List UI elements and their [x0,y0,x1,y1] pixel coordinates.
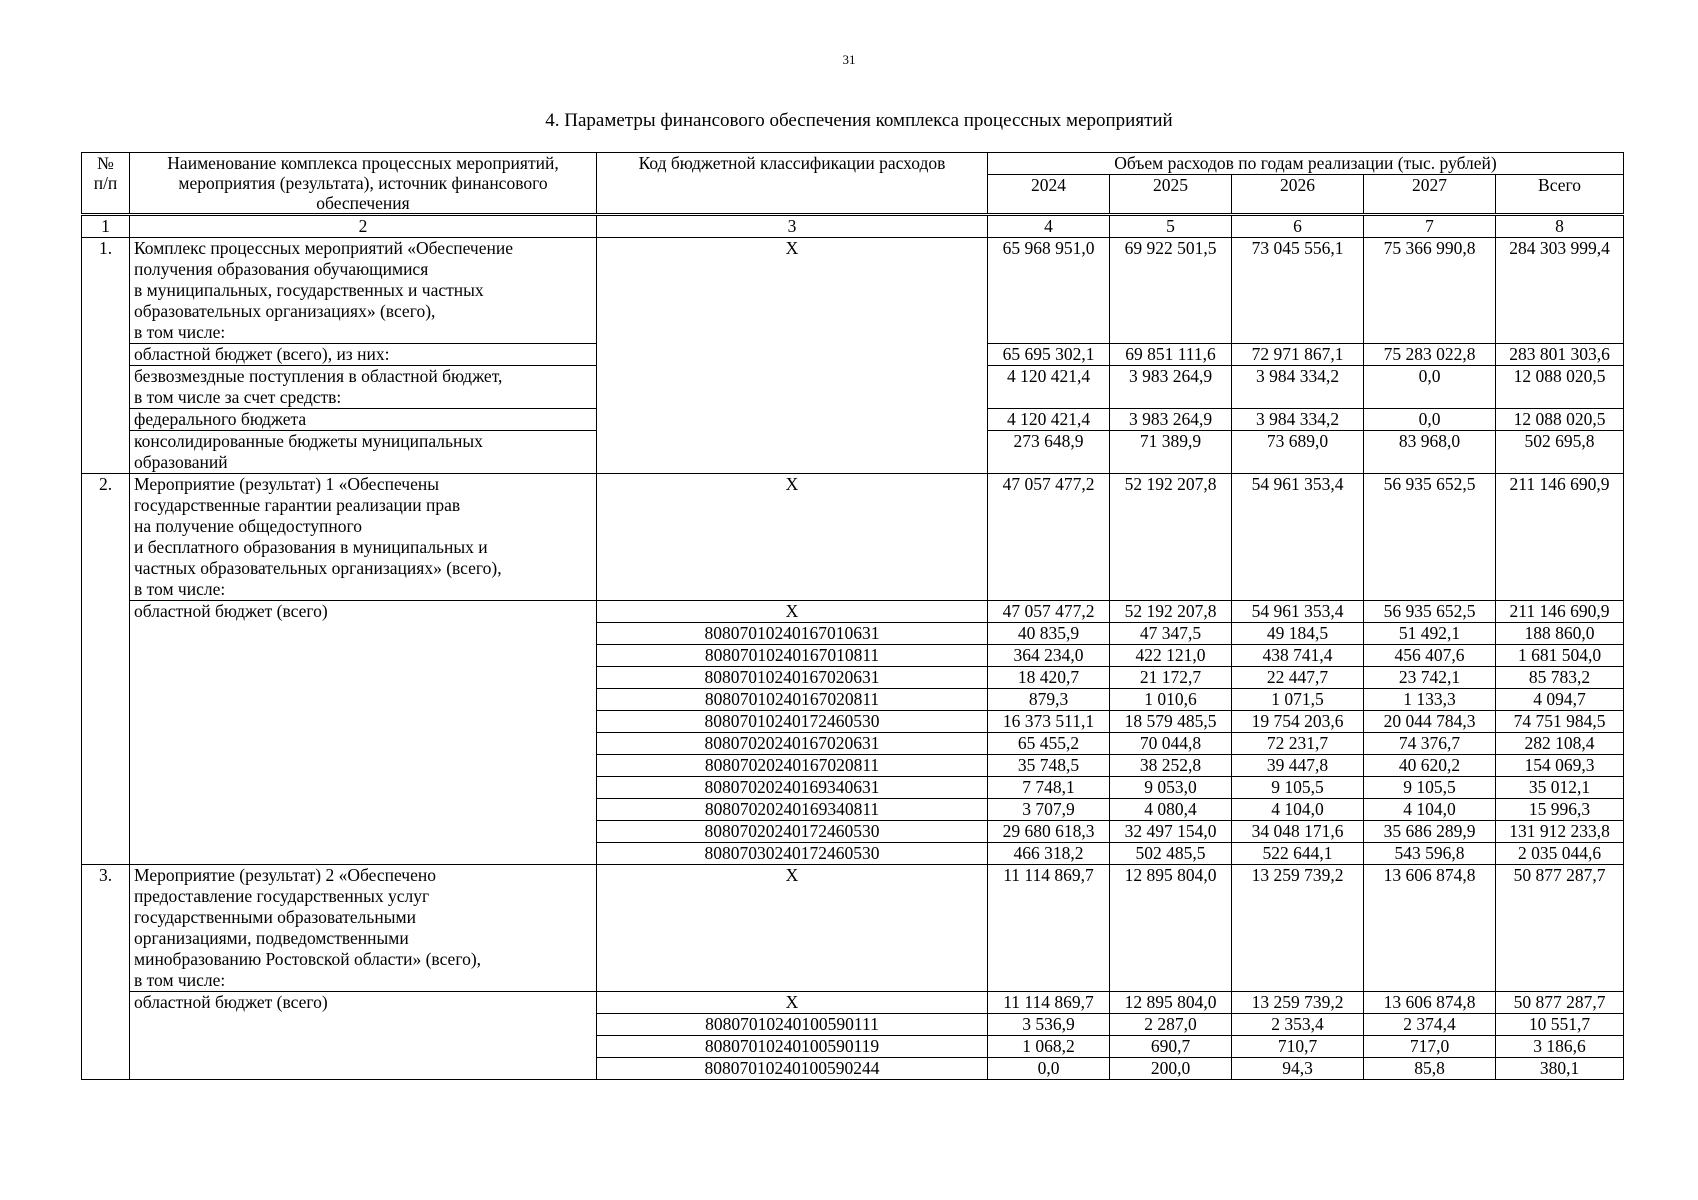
table-row [82,601,1624,623]
value-cell: 710,7 [1232,1036,1364,1058]
col-number: 8 [1496,215,1624,238]
value-cell: 2 374,4 [1364,1014,1496,1036]
row-name [130,431,597,474]
table-row [82,865,1624,992]
col-number: 5 [1110,215,1232,238]
value-cell: 284 303 999,4 [1496,238,1624,344]
value-cell: 466 318,2 [988,843,1110,865]
value-cell: 83 968,0 [1364,431,1496,474]
value-cell: 72 231,7 [1232,733,1364,755]
finance-table [81,152,1624,1080]
text-line: частных образовательных организациях» (всего), [134,558,502,578]
value-cell: 52 192 207,8 [1110,601,1232,623]
value-cell: 65 455,2 [988,733,1110,755]
value-cell: 21 172,7 [1110,667,1232,689]
value-cell: 364 234,0 [988,645,1110,667]
row-number: 1. [82,238,130,474]
value-cell: 70 044,8 [1110,733,1232,755]
page-number: 31 [842,52,856,67]
value-cell: 50 877 287,7 [1496,992,1624,1014]
value-cell: 3 186,6 [1496,1036,1624,1058]
value-cell: 51 492,1 [1364,623,1496,645]
value-cell: 211 146 690,9 [1496,601,1624,623]
row-name [130,865,597,992]
row-number: 2. [82,474,130,865]
value-cell: 1 071,5 [1232,689,1364,711]
col-number: 2 [130,215,597,238]
text-line: получения образования обучающимися [134,259,429,279]
row-name [130,474,597,601]
value-cell: 3 984 334,2 [1232,366,1364,409]
value-cell: 502 485,5 [1110,843,1232,865]
value-cell: 282 108,4 [1496,733,1624,755]
value-cell: 1 068,2 [988,1036,1110,1058]
text-line: на получение общедоступного [134,516,362,536]
value-cell: 39 447,8 [1232,755,1364,777]
header-year-2025: 2025 [1110,175,1232,215]
text-line: организациями, подведомственными [134,928,409,948]
value-cell: 2 353,4 [1232,1014,1364,1036]
value-cell: 4 104,0 [1364,799,1496,821]
value-cell: 0,0 [988,1058,1110,1080]
text-line: государственными образовательными [134,907,416,927]
value-cell: 65 695 302,1 [988,344,1110,366]
value-cell: 72 971 867,1 [1232,344,1364,366]
header-total: Всего [1496,175,1624,215]
col-number: 4 [988,215,1110,238]
value-cell: 690,7 [1110,1036,1232,1058]
budget-code: 80807010240172460530 [597,711,988,733]
value-cell: 23 742,1 [1364,667,1496,689]
value-cell: 13 606 874,8 [1364,865,1496,992]
value-cell: 188 860,0 [1496,623,1624,645]
value-cell: 9 105,5 [1364,777,1496,799]
text-line: в том числе: [134,579,226,599]
budget-code: 80807020240169340631 [597,777,988,799]
text-line: в том числе за счет средств: [134,387,342,407]
value-cell: 85,8 [1364,1058,1496,1080]
source-name: областной бюджет (всего) [130,601,597,865]
text-line: минобразованию Ростовской области» (всего), [134,949,482,969]
value-cell: 35 686 289,9 [1364,821,1496,843]
table-row [82,992,1624,1014]
col-number: 6 [1232,215,1364,238]
header-year-2024: 2024 [988,175,1110,215]
text-line: консолидированные бюджеты муниципальных [134,431,483,451]
text-line: и бесплатного образования в муниципальных и [134,537,488,557]
col-number: 1 [82,215,130,238]
value-cell: 0,0 [1364,366,1496,409]
value-cell: 12 895 804,0 [1110,865,1232,992]
header-code: Код бюджетной классификации расходов [597,153,988,215]
text-line: образовательных организациях» (всего), [134,301,436,321]
value-cell: 0,0 [1364,409,1496,431]
value-cell: 49 184,5 [1232,623,1364,645]
text-line: в муниципальных, государственных и частных [134,280,484,300]
budget-code: 80807020240167020631 [597,733,988,755]
value-cell: 3 983 264,9 [1110,409,1232,431]
row-name [130,366,597,409]
value-cell: 34 048 171,6 [1232,821,1364,843]
value-cell: 18 579 485,5 [1110,711,1232,733]
value-cell: 7 748,1 [988,777,1110,799]
value-cell: 50 877 287,7 [1496,865,1624,992]
value-cell: 13 259 739,2 [1232,992,1364,1014]
value-cell: 2 035 044,6 [1496,843,1624,865]
value-cell: 73 045 556,1 [1232,238,1364,344]
value-cell: 47 057 477,2 [988,601,1110,623]
budget-code: Х [597,601,988,623]
text-line: Мероприятие (результат) 2 «Обеспечено [134,865,436,885]
value-cell: 75 283 022,8 [1364,344,1496,366]
value-cell: 75 366 990,8 [1364,238,1496,344]
value-cell: 1 010,6 [1110,689,1232,711]
value-cell: 54 961 353,4 [1232,601,1364,623]
budget-code: 80807010240100590244 [597,1058,988,1080]
row-name [130,409,597,431]
value-cell: 9 105,5 [1232,777,1364,799]
value-cell: 65 968 951,0 [988,238,1110,344]
value-cell: 4 104,0 [1232,799,1364,821]
value-cell: 456 407,6 [1364,645,1496,667]
value-cell: 15 996,3 [1496,799,1624,821]
value-cell: 380,1 [1496,1058,1624,1080]
value-cell: 4 080,4 [1110,799,1232,821]
value-cell: 74 376,7 [1364,733,1496,755]
text-line: в том числе: [134,970,226,990]
value-cell: 543 596,8 [1364,843,1496,865]
table-row [82,474,1624,601]
text-line: государственные гарантии реализации прав [134,495,461,515]
value-cell: 12 088 020,5 [1496,409,1624,431]
value-cell: 35 748,5 [988,755,1110,777]
value-cell: 3 707,9 [988,799,1110,821]
value-cell: 2 287,0 [1110,1014,1232,1036]
budget-code: 80807010240167020811 [597,689,988,711]
value-cell: 29 680 618,3 [988,821,1110,843]
row-number: 3. [82,865,130,1080]
value-cell: 3 536,9 [988,1014,1110,1036]
text-line: в том числе: [134,322,226,342]
budget-code: 80807020240167020811 [597,755,988,777]
value-cell: 12 895 804,0 [1110,992,1232,1014]
text-line: федерального бюджета [134,409,307,429]
text-line: образований [134,452,228,472]
value-cell: 3 983 264,9 [1110,366,1232,409]
value-cell: 40 620,2 [1364,755,1496,777]
value-cell: 11 114 869,7 [988,865,1110,992]
value-cell: 1 681 504,0 [1496,645,1624,667]
value-cell: 13 259 739,2 [1232,865,1364,992]
value-cell: 422 121,0 [1110,645,1232,667]
budget-code: 80807010240167010631 [597,623,988,645]
budget-code: Х [597,992,988,1014]
value-cell: 69 851 111,6 [1110,344,1232,366]
budget-code: 80807010240167010811 [597,645,988,667]
value-cell: 12 088 020,5 [1496,366,1624,409]
table-row [82,238,1624,344]
value-cell: 47 057 477,2 [988,474,1110,601]
budget-code: 80807010240100590111 [597,1014,988,1036]
value-cell: 131 912 233,8 [1496,821,1624,843]
value-cell: 10 551,7 [1496,1014,1624,1036]
value-cell: 71 389,9 [1110,431,1232,474]
value-cell: 56 935 652,5 [1364,474,1496,601]
header-year-2026: 2026 [1232,175,1364,215]
value-cell: 47 347,5 [1110,623,1232,645]
header-num: № п/п [82,153,130,215]
value-cell: 22 447,7 [1232,667,1364,689]
value-cell: 154 069,3 [1496,755,1624,777]
value-cell: 32 497 154,0 [1110,821,1232,843]
table-title: 4. Параметры финансового обеспечения комплекса процессных мероприятий [545,110,1173,131]
value-cell: 4 094,7 [1496,689,1624,711]
value-cell: 9 053,0 [1110,777,1232,799]
value-cell: 1 133,3 [1364,689,1496,711]
text-line: Мероприятие (результат) 1 «Обеспечены [134,474,439,494]
budget-code: 80807020240169340811 [597,799,988,821]
value-cell: 20 044 784,3 [1364,711,1496,733]
budget-code: Х [597,238,988,474]
value-cell: 283 801 303,6 [1496,344,1624,366]
value-cell: 16 373 511,1 [988,711,1110,733]
value-cell: 438 741,4 [1232,645,1364,667]
value-cell: 74 751 984,5 [1496,711,1624,733]
text-line: областной бюджет (всего), из них: [134,344,390,364]
value-cell: 19 754 203,6 [1232,711,1364,733]
value-cell: 85 783,2 [1496,667,1624,689]
budget-code: 80807010240100590119 [597,1036,988,1058]
text-line: Комплекс процессных мероприятий «Обеспечение [134,238,514,258]
budget-code: 80807030240172460530 [597,843,988,865]
value-cell: 502 695,8 [1496,431,1624,474]
header-years-group: Объем расходов по годам реализации (тыс. рублей) [988,153,1624,175]
value-cell: 73 689,0 [1232,431,1364,474]
value-cell: 4 120 421,4 [988,409,1110,431]
value-cell: 56 935 652,5 [1364,601,1496,623]
value-cell: 4 120 421,4 [988,366,1110,409]
value-cell: 18 420,7 [988,667,1110,689]
text-line: безвозмездные поступления в областной бюджет, [134,366,503,386]
source-name: областной бюджет (всего) [130,992,597,1080]
value-cell: 54 961 353,4 [1232,474,1364,601]
value-cell: 522 644,1 [1232,843,1364,865]
col-number: 3 [597,215,988,238]
value-cell: 211 146 690,9 [1496,474,1624,601]
row-name [130,344,597,366]
value-cell: 11 114 869,7 [988,992,1110,1014]
value-cell: 879,3 [988,689,1110,711]
value-cell: 38 252,8 [1110,755,1232,777]
value-cell: 200,0 [1110,1058,1232,1080]
value-cell: 40 835,9 [988,623,1110,645]
budget-code: 80807020240172460530 [597,821,988,843]
value-cell: 717,0 [1364,1036,1496,1058]
value-cell: 69 922 501,5 [1110,238,1232,344]
text-line: предоставление государственных услуг [134,886,430,906]
budget-code: Х [597,865,988,992]
value-cell: 13 606 874,8 [1364,992,1496,1014]
value-cell: 94,3 [1232,1058,1364,1080]
row-name [130,238,597,344]
header-year-2027: 2027 [1364,175,1496,215]
budget-code: 80807010240167020631 [597,667,988,689]
budget-code: Х [597,474,988,601]
value-cell: 35 012,1 [1496,777,1624,799]
value-cell: 52 192 207,8 [1110,474,1232,601]
value-cell: 273 648,9 [988,431,1110,474]
value-cell: 3 984 334,2 [1232,409,1364,431]
header-name: Наименование комплекса процессных мероприятий, мероприятия (результата), источник финансового обеспечения [130,153,597,215]
col-number: 7 [1364,215,1496,238]
